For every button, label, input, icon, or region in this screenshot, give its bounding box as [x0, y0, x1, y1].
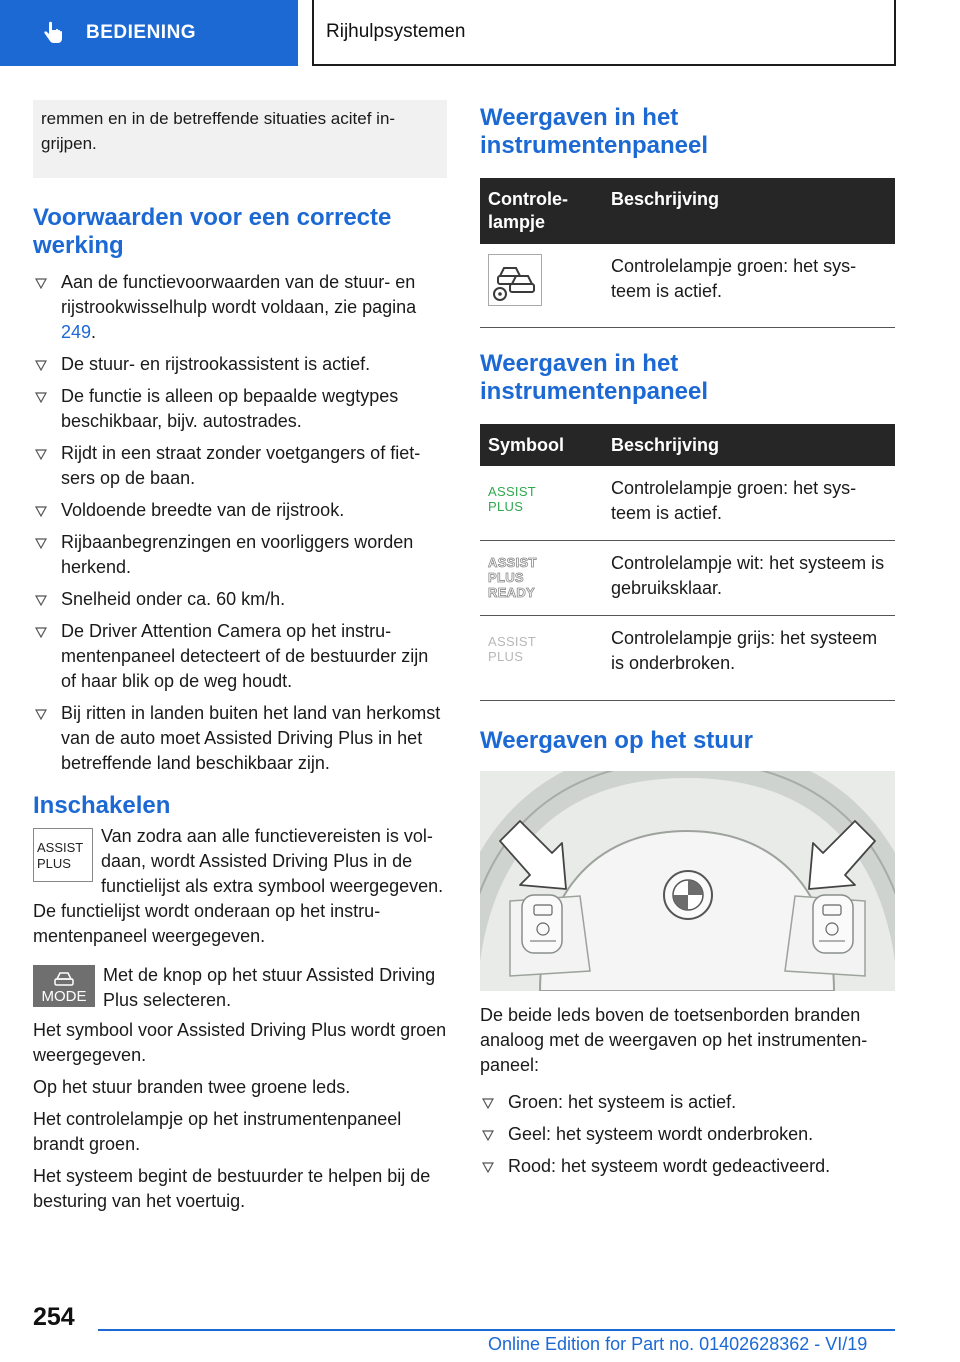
lane-assist-icon: [488, 254, 542, 306]
triangle-bullet-icon: [482, 1098, 494, 1109]
list-item-text: Aan de functievoorwaarden van de stuur- en rijstrookwisselhulp wordt voldaan, zie pagina: [61, 272, 417, 317]
svg-text:ASSIST: ASSIST: [37, 840, 84, 855]
right-column: [480, 100, 895, 1186]
list-item: [33, 270, 447, 345]
table-row: [480, 616, 895, 701]
list-item: [33, 498, 447, 523]
description-cell: Controlelampje groen: het systeem is actief.: [603, 466, 895, 541]
led-states-list: [480, 1090, 895, 1179]
column-header: Controlelampje: [480, 178, 603, 244]
list-item: [33, 530, 447, 580]
symbol-cell: [480, 244, 603, 328]
list-item-text: Rood: het systeem wordt gedeactiveerd.: [508, 1156, 831, 1176]
conditions-list: [33, 270, 447, 776]
list-item-text: Bij ritten in landen buiten het land van herkomst van de auto moet Assisted Driving Plus in het betreffende land beschikbaar zijn.: [61, 703, 441, 773]
indicator-table-2: [480, 424, 895, 701]
list-item-text: Voldoende breedte van de rijstrook.: [61, 500, 345, 520]
page-reference-link[interactable]: 249: [61, 322, 92, 342]
triangle-bullet-icon: [35, 595, 47, 606]
triangle-bullet-icon: [35, 709, 47, 720]
switch-on-heading: Inschakelen: [33, 792, 171, 819]
list-item-text: De stuur- en rijstrookassistent is actief.: [61, 354, 371, 374]
symbol-cell: [480, 541, 603, 616]
triangle-bullet-icon: [35, 449, 47, 460]
column-header: Beschrijving: [603, 424, 895, 466]
column-header: Beschrijving: [603, 178, 895, 244]
list-item-text: Rijdt in een straat zonder voetgangers of fietsers op de baan.: [61, 443, 421, 488]
list-item: [480, 1154, 895, 1179]
paragraph: Het systeem begint de bestuurder te helpen bij de besturing van het voertuig.: [33, 1166, 431, 1211]
chapter-title: Rijhulpsystemen: [326, 21, 466, 42]
description-cell: Controlelampje grijs: het systeem is onderbroken.: [603, 616, 895, 701]
triangle-bullet-icon: [482, 1130, 494, 1141]
indicator-heading-2: Weergaven in het instrumentenpaneel: [480, 350, 709, 405]
note-text: remmen en in de betreffende situaties acitef ingrijpen.: [41, 109, 396, 153]
list-item: [33, 352, 447, 377]
paragraph: Het controlelampje op het instrumentenpaneel brandt groen.: [33, 1109, 402, 1154]
list-item-tail: .: [91, 322, 97, 342]
section-tab[interactable]: [0, 0, 298, 66]
mode-button-icon: [33, 965, 95, 1007]
page-number: 254: [33, 1303, 75, 1331]
list-item: [33, 701, 447, 776]
triangle-bullet-icon: [35, 360, 47, 371]
list-item: [33, 384, 447, 434]
list-item-text: Snelheid onder ca. 60 km/h.: [61, 589, 286, 609]
assist-plus-icon: [33, 828, 93, 882]
list-item: [480, 1122, 895, 1147]
mode-paragraph: [33, 963, 447, 1013]
list-item-text: Geel: het systeem wordt onderbroken.: [508, 1124, 814, 1144]
table-row: [480, 244, 895, 328]
symbol-cell: [480, 616, 603, 701]
assist-plus-grey-icon: ASSIST PLUS: [488, 634, 537, 664]
paragraph-text: Van zodra aan alle functievereisten is voldaan, wordt Assisted Driving Plus in de functielijst als extra symbool weergegeven. De functielijst wordt onderaan op het instrumentenpaneel weergegeven.: [33, 826, 444, 946]
svg-text:PLUS: PLUS: [37, 856, 71, 871]
note-box: [33, 100, 447, 178]
triangle-bullet-icon: [35, 538, 47, 549]
footer-divider: [98, 1329, 895, 1331]
hand-pointer-icon: [40, 20, 66, 46]
assist-plus-ready-icon: ASSIST PLUS READY: [488, 555, 537, 600]
left-column: [33, 100, 447, 1214]
table-row: [480, 541, 895, 616]
triangle-bullet-icon: [482, 1162, 494, 1173]
conditions-heading: Voorwaarden voor een correcte werking: [33, 204, 392, 259]
chapter-tab[interactable]: [312, 0, 896, 66]
triangle-bullet-icon: [35, 392, 47, 403]
triangle-bullet-icon: [35, 627, 47, 638]
table-header-row: [480, 178, 895, 244]
switch-on-paragraph: [33, 824, 447, 949]
triangle-bullet-icon: [35, 506, 47, 517]
indicator-heading-1: Weergaven in het instrumentenpaneel: [480, 104, 709, 159]
list-item: [33, 441, 447, 491]
page-header: [0, 0, 960, 66]
list-item-text: Groen: het systeem is actief.: [508, 1092, 737, 1112]
description-cell: Controlelampje wit: het systeem is gebruiksklaar.: [603, 541, 895, 616]
list-item-text: Rijbaanbegrenzingen en voorliggers worden herkend.: [61, 532, 414, 577]
indicator-table-1: [480, 178, 895, 328]
column-header: Symbool: [480, 424, 603, 466]
steering-wheel-image: [480, 771, 895, 991]
triangle-bullet-icon: [35, 278, 47, 289]
list-item: [33, 619, 447, 694]
steering-paragraph: De beide leds boven de toetsenborden branden analoog met de weergaven op het instrumentenpaneel:: [480, 1005, 868, 1075]
list-item: [33, 587, 447, 612]
section-title: BEDIENING: [86, 22, 197, 43]
paragraph: Het symbool voor Assisted Driving Plus wordt groen weergegeven.: [33, 1020, 447, 1065]
svg-text:MODE: MODE: [41, 988, 87, 1005]
paragraph: Op het stuur branden twee groene leds.: [33, 1077, 351, 1097]
description-cell: Controlelampje groen: het systeem is actief.: [603, 244, 895, 328]
assist-plus-green-icon: ASSIST PLUS: [488, 484, 537, 514]
list-item-text: De Driver Attention Camera op het instrumentenpaneel detecteert of de bestuurder zijn of haar blik op de weg houdt.: [61, 621, 429, 691]
paragraph-text: Met de knop op het stuur Assisted Driving Plus selecteren.: [103, 965, 436, 1010]
list-item-text: De functie is alleen op bepaalde wegtypes beschikbaar, bijv. autostrades.: [61, 386, 399, 431]
list-item: [480, 1090, 895, 1115]
symbol-cell: [480, 466, 603, 541]
steering-wheel-heading: Weergaven op het stuur: [480, 727, 753, 754]
edition-link[interactable]: Online Edition for Part no. 01402628362 - VI/19: [488, 1334, 868, 1354]
table-row: [480, 466, 895, 541]
table-header-row: [480, 424, 895, 466]
